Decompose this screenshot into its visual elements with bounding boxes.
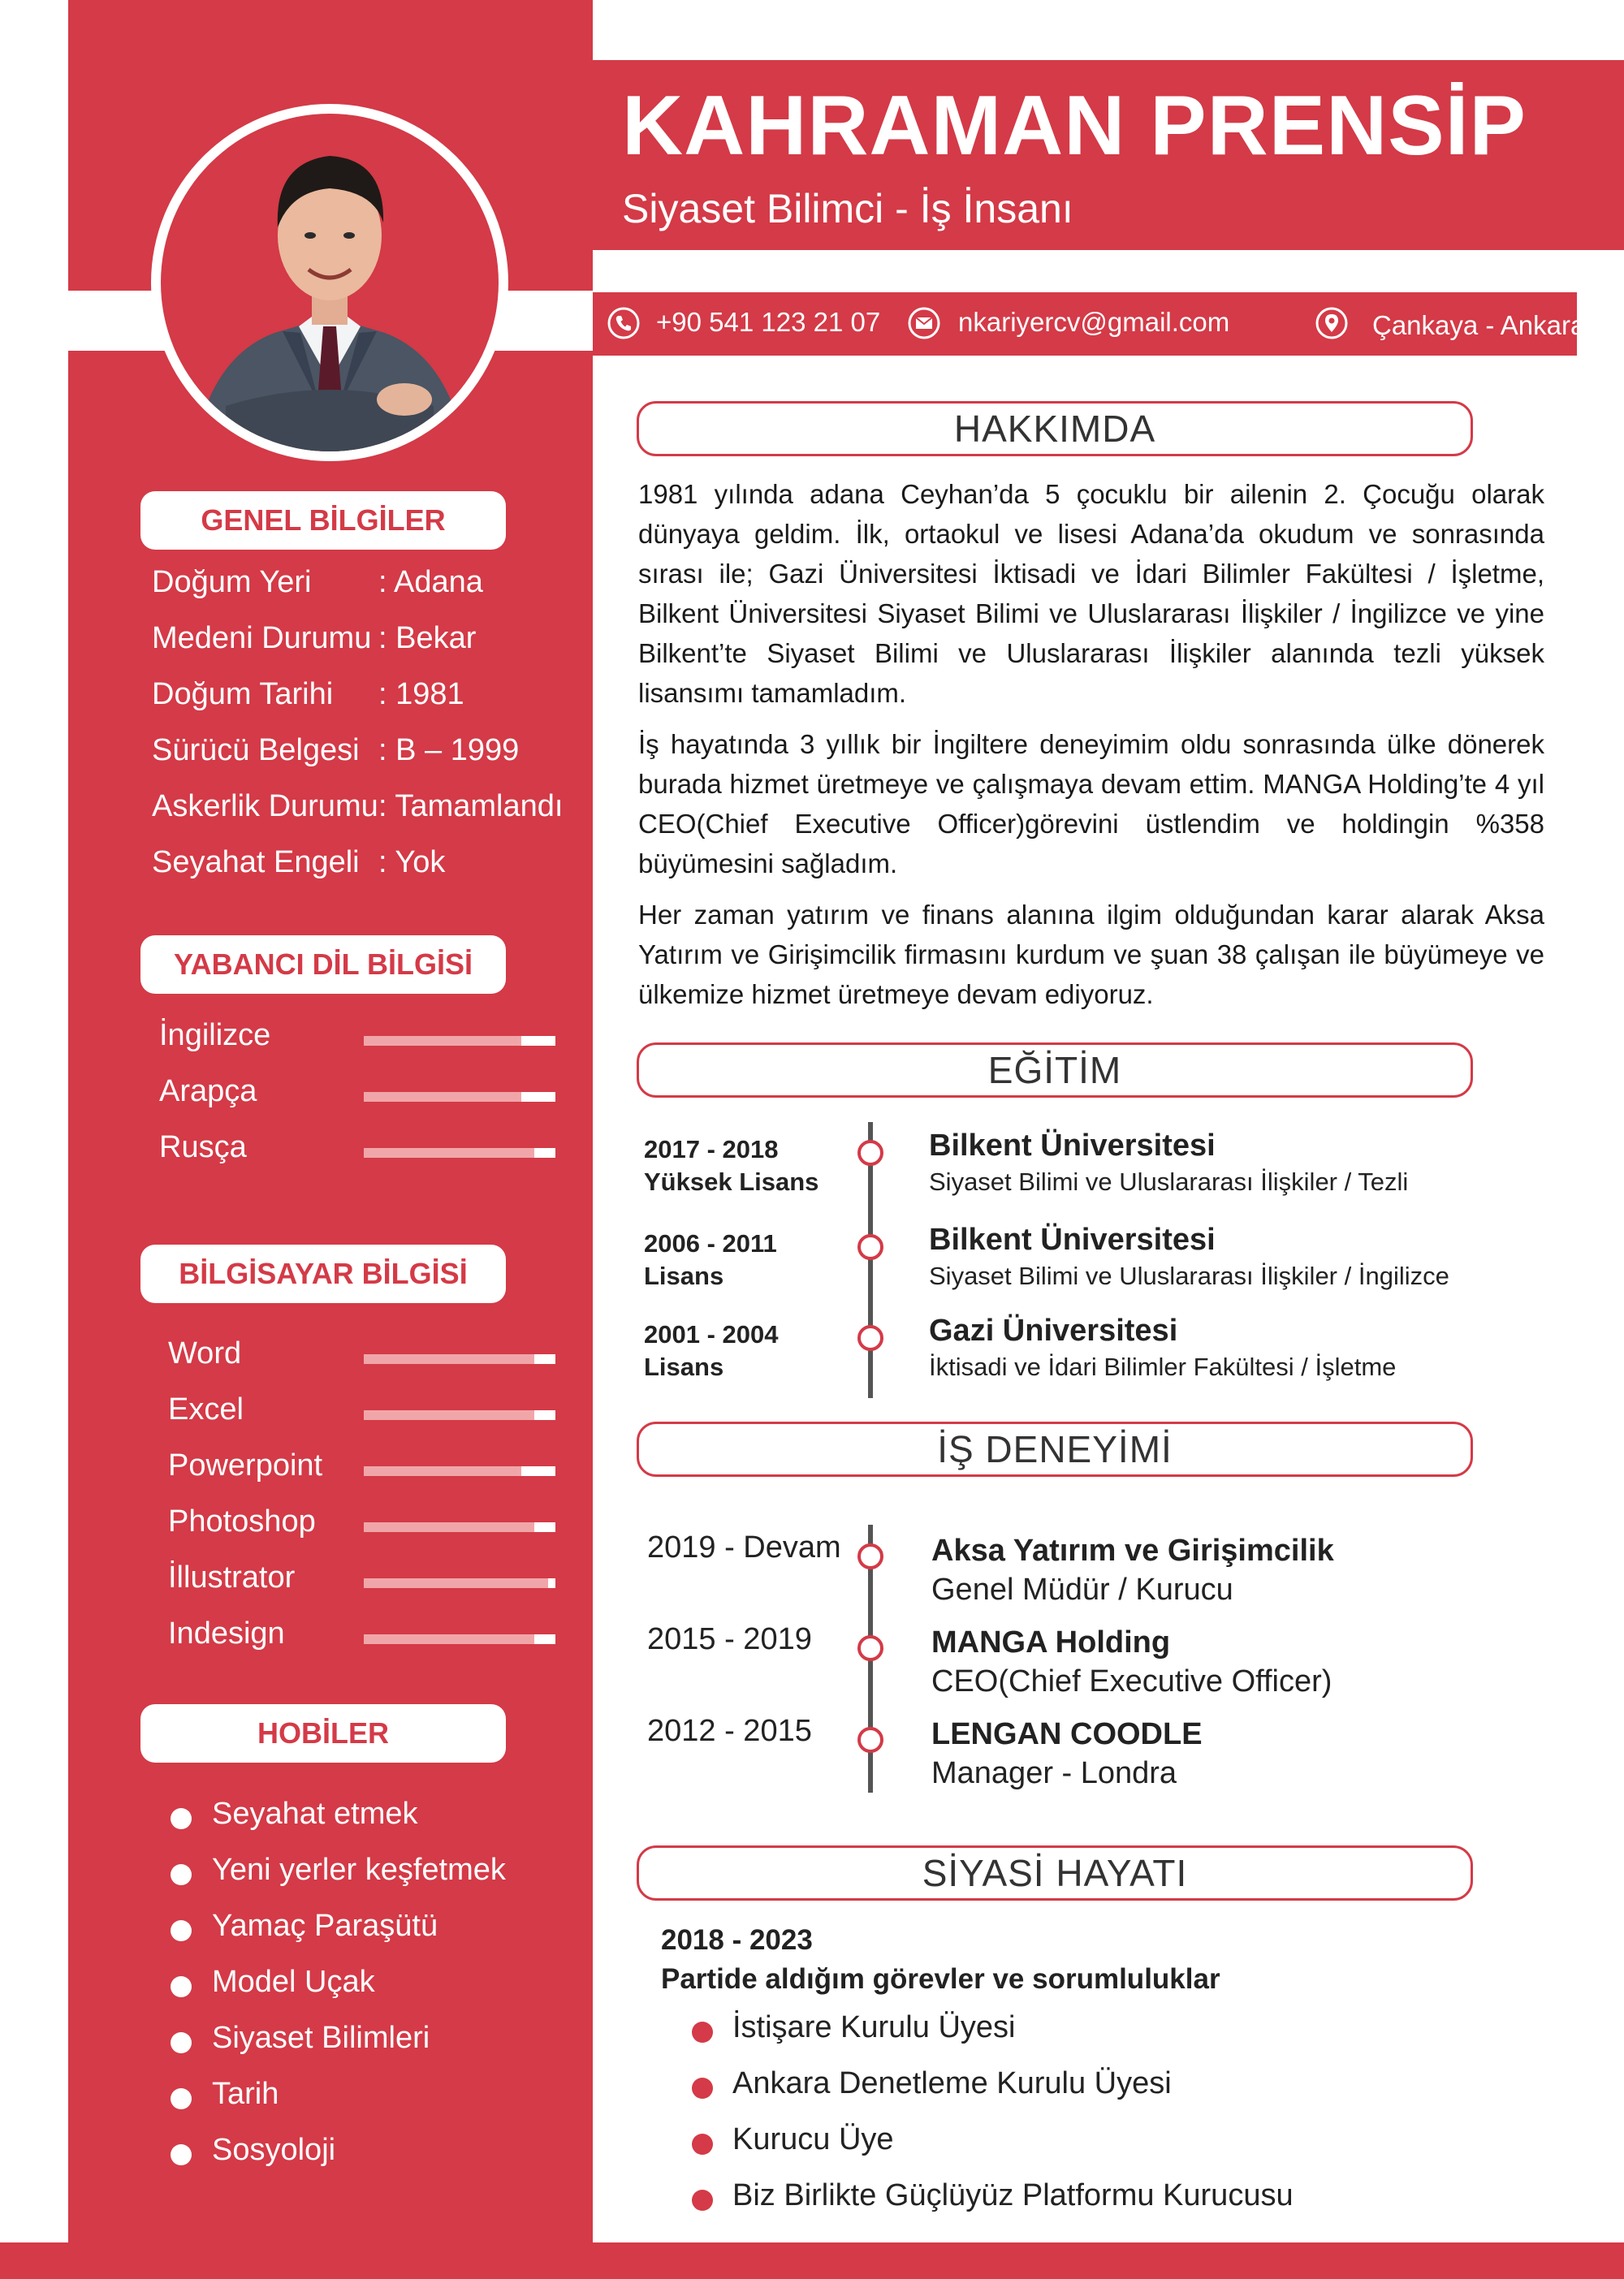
general-info-label: Doğum Tarihi: [152, 677, 334, 711]
hobby-item: Model Uçak: [212, 1965, 375, 1999]
timeline-marker: [857, 1140, 883, 1166]
bullet-dot: [171, 1864, 192, 1885]
hobby-item: Yeni yerler keşfetmek: [212, 1853, 506, 1887]
experience-years: 2019 - Devam: [647, 1530, 841, 1565]
computer-skill-name: Indesign: [168, 1616, 285, 1651]
timeline-marker: [857, 1543, 883, 1569]
general-info-value: : Bekar: [378, 621, 477, 655]
general-info-label: Doğum Yeri: [152, 565, 312, 599]
bullet-dot: [171, 1808, 192, 1829]
computer-skill-bar-remaining: [534, 1410, 555, 1420]
bullet-dot: [171, 2088, 192, 2109]
general-info-value: : 1981: [378, 677, 464, 711]
experience-position: Manager - Londra: [931, 1756, 1177, 1790]
language-bar-remaining: [521, 1036, 555, 1046]
timeline-marker: [857, 1325, 883, 1351]
computer-skill-name: Powerpoint: [168, 1448, 323, 1483]
general-info-label: Sürücü Belgesi: [152, 733, 360, 767]
education-field: İktisadi ve İdari Bilimler Fakültesi / İşletme: [929, 1353, 1397, 1381]
about-title: HAKKIMDA: [637, 401, 1473, 456]
experience-years: 2012 - 2015: [647, 1714, 812, 1748]
politics-item: Ankara Denetleme Kurulu Üyesi: [732, 2066, 1172, 2100]
profile-photo: [161, 114, 499, 451]
politics-item: Kurucu Üye: [732, 2122, 894, 2156]
hobby-item: Tarih: [212, 2077, 279, 2111]
general-info-label: Medeni Durumu: [152, 621, 372, 655]
computer-skill-bar-remaining: [534, 1522, 555, 1532]
computer-skill-bar: [364, 1578, 555, 1588]
timeline-marker: [857, 1234, 883, 1260]
timeline-marker: [857, 1635, 883, 1661]
phone-icon: [607, 307, 640, 339]
general-info-value: : Tamamlandı: [378, 789, 564, 823]
computer-skill-name: İllustrator: [168, 1560, 296, 1595]
education-degree: Lisans: [644, 1262, 724, 1290]
education-school: Bilkent Üniversitesi: [929, 1223, 1216, 1257]
location-text: Çankaya - Ankara: [1372, 310, 1586, 340]
bullet-dot: [692, 2022, 713, 2043]
computer-skill-bar: [364, 1410, 555, 1420]
timeline-marker: [857, 1727, 883, 1753]
education-degree: Yüksek Lisans: [644, 1168, 819, 1196]
person-role: Siyaset Bilimci - İş İnsanı: [622, 186, 1073, 231]
politics-subtitle: Partide aldığım görevler ve sorumluluklar: [661, 1963, 1220, 1995]
politics-item: İstişare Kurulu Üyesi: [732, 2010, 1016, 2044]
experience-position: CEO(Chief Executive Officer): [931, 1664, 1332, 1698]
experience-title: İŞ DENEYİMİ: [637, 1422, 1473, 1477]
language-name: Arapça: [159, 1074, 257, 1108]
general-info-value: : B – 1999: [378, 733, 520, 767]
experience-years: 2015 - 2019: [647, 1622, 812, 1656]
general-info-value: : Yok: [378, 845, 446, 879]
computer-skill-bar-remaining: [534, 1634, 555, 1644]
about-paragraph-1: 1981 yılında adana Ceyhan’da 5 çocuklu bir ailenin 2. Çocuğu olarak dünyaya geldim. İlk, ortaokul ve lisesi Adana’da okudum ve sonrasında sırası ile; Gazi Üniversitesi İktisadi ve İdari Bilimler Fakültesi / İşletme, Bilkent Üniversitesi Siyaset Bilimi ve Uluslararası İlişkiler / İngilizce ve yine Bilkent’te Siyaset Bilimi ve Uluslararası İlişkiler alanında tezli yüksek lisansımı tamamladım.: [638, 479, 1544, 708]
experience-company: LENGAN COODLE: [931, 1717, 1203, 1751]
about-paragraph-3: Her zaman yatırım ve finans alanına ilgim olduğundan karar alarak Aksa Yatırım ve Girişimcilik firmasını kurdum ve şuan 38 çalışan ile büyümeye ve ülkemize hizmet üretmeye devam ediyoruz.: [638, 900, 1544, 1009]
politics-years: 2018 - 2023: [661, 1924, 813, 1956]
hobbies-title: HOBİLER: [140, 1704, 506, 1763]
language-bar-remaining: [521, 1092, 555, 1102]
bullet-dot: [171, 1976, 192, 1997]
experience-company: MANGA Holding: [931, 1625, 1171, 1660]
bullet-dot: [692, 2134, 713, 2155]
experience-company: Aksa Yatırım ve Girişimcilik: [931, 1534, 1334, 1568]
computer-skill-bar-remaining: [534, 1354, 555, 1364]
experience-position: Genel Müdür / Kurucu: [931, 1573, 1233, 1607]
computer-skill-bar: [364, 1522, 555, 1532]
person-name: KAHRAMAN PRENSİP: [622, 79, 1527, 173]
languages-title: YABANCI DİL BİLGİSİ: [140, 935, 506, 994]
hobby-item: Siyaset Bilimleri: [212, 2021, 430, 2055]
language-bar-remaining: [534, 1148, 555, 1158]
footer-bar: [0, 2242, 1624, 2279]
bullet-dot: [171, 2144, 192, 2165]
education-school: Gazi Üniversitesi: [929, 1314, 1178, 1348]
education-field: Siyaset Bilimi ve Uluslararası İlişkiler / Tezli: [929, 1168, 1409, 1196]
education-school: Bilkent Üniversitesi: [929, 1129, 1216, 1163]
general-info-value: : Adana: [378, 565, 483, 599]
politics-item: Biz Birlikte Güçlüyüz Platformu Kurucusu: [732, 2178, 1294, 2212]
hobby-item: Sosyoloji: [212, 2133, 336, 2167]
computer-skill-name: Photoshop: [168, 1504, 316, 1539]
computer-skill-name: Excel: [168, 1392, 244, 1427]
computer-skill-bar: [364, 1634, 555, 1644]
email-icon: [908, 307, 940, 339]
hobby-item: Yamaç Paraşütü: [212, 1909, 438, 1943]
general-info-title: GENEL BİLGİLER: [140, 491, 506, 550]
language-name: Rusça: [159, 1130, 247, 1164]
email-address[interactable]: nkariyercv@gmail.com: [958, 307, 1230, 337]
about-paragraph-2: İş hayatında 3 yıllık bir İngiltere deneyimim oldu sonrasında ülke dönerek burada hizmet üretmeye ve çalışmaya devam ettim. MANGA Holding’te 4 yıl CEO(Chief Executive Officer)görevini üstlendim ve holdingin %358 büyümesini sağladım.: [638, 729, 1544, 878]
language-bar: [364, 1148, 555, 1158]
phone-number[interactable]: +90 541 123 21 07: [656, 307, 881, 337]
bullet-dot: [692, 2190, 713, 2211]
bullet-dot: [171, 2032, 192, 2053]
education-title: EĞİTİM: [637, 1042, 1473, 1098]
computer-skill-bar-remaining: [548, 1578, 555, 1588]
computer-skills-title: BİLGİSAYAR BİLGİSİ: [140, 1245, 506, 1303]
education-years: 2017 - 2018: [644, 1135, 779, 1163]
computer-skill-bar-remaining: [521, 1466, 555, 1476]
location-pin-icon: [1315, 307, 1348, 339]
education-years: 2001 - 2004: [644, 1320, 779, 1349]
bullet-dot: [171, 1920, 192, 1941]
language-name: İngilizce: [159, 1018, 271, 1052]
education-field: Siyaset Bilimi ve Uluslararası İlişkiler / İngilizce: [929, 1262, 1449, 1290]
general-info-label: Seyahat Engeli: [152, 845, 360, 879]
education-years: 2006 - 2011: [644, 1229, 777, 1258]
politics-title: SİYASİ HAYATI: [637, 1845, 1473, 1901]
bullet-dot: [692, 2078, 713, 2099]
education-degree: Lisans: [644, 1353, 724, 1381]
computer-skill-bar: [364, 1354, 555, 1364]
computer-skill-name: Word: [168, 1336, 242, 1370]
general-info-label: Askerlik Durumu: [152, 789, 378, 823]
person-illustration: [161, 114, 499, 451]
hobby-item: Seyahat etmek: [212, 1797, 418, 1831]
